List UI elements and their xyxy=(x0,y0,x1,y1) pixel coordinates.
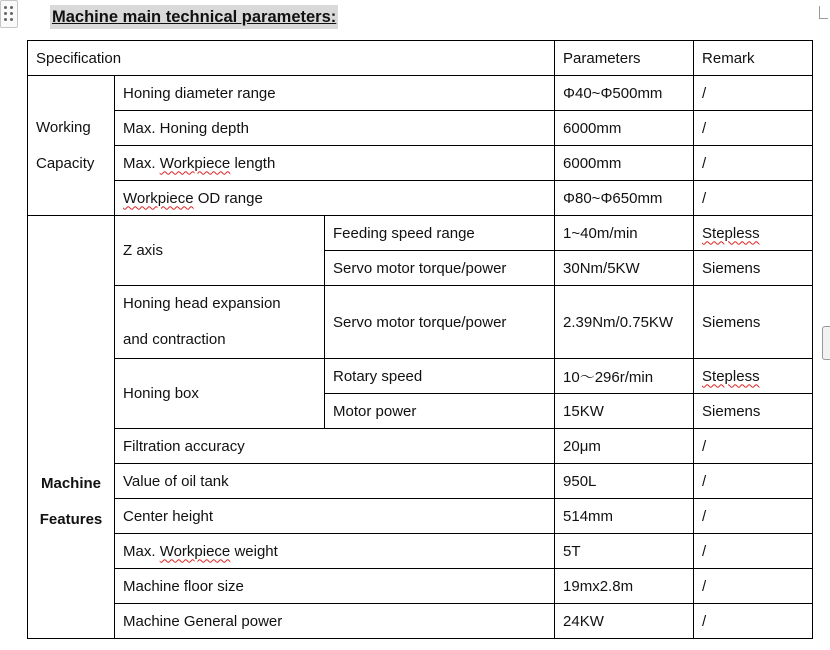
page-title: Machine main technical parameters: xyxy=(50,5,338,29)
param-value: 24KW xyxy=(555,604,694,639)
remark-value: / xyxy=(694,534,813,569)
header-remark: Remark xyxy=(694,41,813,76)
remark-value: Siemens xyxy=(694,251,813,286)
spec-name: Center height xyxy=(115,499,555,534)
spec-name: Honing diameter range xyxy=(115,76,555,111)
spec-name: Motor power xyxy=(325,394,555,429)
spec-name: Value of oil tank xyxy=(115,464,555,499)
remark-value: Siemens xyxy=(694,394,813,429)
param-value: 6000mm xyxy=(555,146,694,181)
param-value: 2.39Nm/0.75KW xyxy=(555,286,694,359)
table-row xyxy=(28,181,813,216)
param-value: 514mm xyxy=(555,499,694,534)
spec-name: Max. Workpiece length xyxy=(115,146,555,181)
group-working-capacity xyxy=(28,76,115,216)
spec-name: Filtration accuracy xyxy=(115,429,555,464)
table-move-handle[interactable] xyxy=(0,0,18,28)
table-header-row xyxy=(28,41,813,76)
table-row xyxy=(28,359,813,394)
remark-value: / xyxy=(694,146,813,181)
param-value: 10～296r/min xyxy=(555,359,694,394)
group-machine-features xyxy=(28,216,115,639)
spec-name: Servo motor torque/power xyxy=(325,286,555,359)
remark-value: / xyxy=(694,604,813,639)
table-row xyxy=(28,534,813,569)
param-value: 5T xyxy=(555,534,694,569)
drag-dots-icon xyxy=(4,6,14,24)
remark-value: / xyxy=(694,499,813,534)
spellcheck-mark: Workpiece xyxy=(123,189,194,207)
group-label-line: Capacity xyxy=(36,154,95,172)
subgroup-honing-head: Honing head expansion and contraction xyxy=(115,286,325,359)
param-value: 30Nm/5KW xyxy=(555,251,694,286)
param-value: 1~40m/min xyxy=(555,216,694,251)
table-row xyxy=(28,216,813,251)
param-value: 19mx2.8m xyxy=(555,569,694,604)
param-value: 15KW xyxy=(555,394,694,429)
spec-name: Machine General power xyxy=(115,604,555,639)
group-label-line: Features xyxy=(39,511,103,528)
remark-value: Stepless xyxy=(694,216,813,251)
remark-value: Stepless xyxy=(694,359,813,394)
table-row xyxy=(28,499,813,534)
param-value: 6000mm xyxy=(555,111,694,146)
remark-value: / xyxy=(694,569,813,604)
header-specification: Specification xyxy=(28,41,555,76)
remark-value: / xyxy=(694,429,813,464)
spec-name: Servo motor torque/power xyxy=(325,251,555,286)
side-collapse-tab[interactable] xyxy=(822,326,830,360)
spellcheck-mark: Workpiece xyxy=(159,154,231,172)
table-row xyxy=(28,604,813,639)
header-parameters: Parameters xyxy=(555,41,694,76)
param-value: 950L xyxy=(555,464,694,499)
table-row xyxy=(28,286,813,359)
table-row xyxy=(28,146,813,181)
spec-name: Feeding speed range xyxy=(325,216,555,251)
spec-name: Workpiece OD range xyxy=(115,181,555,216)
spellcheck-mark: Workpiece xyxy=(159,542,231,560)
remark-value: / xyxy=(694,76,813,111)
subgroup-honing-box: Honing box xyxy=(115,359,325,429)
spec-name: Rotary speed xyxy=(325,359,555,394)
spec-name: Machine floor size xyxy=(115,569,555,604)
param-value: Φ80~Φ650mm xyxy=(555,181,694,216)
remark-value: Siemens xyxy=(694,286,813,359)
group-label-line: Working xyxy=(36,118,91,136)
margin-corner-marker xyxy=(819,6,828,19)
remark-value: / xyxy=(694,111,813,146)
spec-table xyxy=(27,40,813,639)
table-row xyxy=(28,76,813,111)
subgroup-z-axis: Z axis xyxy=(115,216,325,286)
table-row xyxy=(28,111,813,146)
param-value: Φ40~Φ500mm xyxy=(555,76,694,111)
param-value: 20μm xyxy=(555,429,694,464)
remark-value: / xyxy=(694,464,813,499)
spec-name: Max. Workpiece weight xyxy=(115,534,555,569)
group-label-line: Machine xyxy=(40,475,101,492)
table-row xyxy=(28,569,813,604)
spec-name: Max. Honing depth xyxy=(115,111,555,146)
table-row xyxy=(28,429,813,464)
table-row xyxy=(28,464,813,499)
remark-value: / xyxy=(694,181,813,216)
